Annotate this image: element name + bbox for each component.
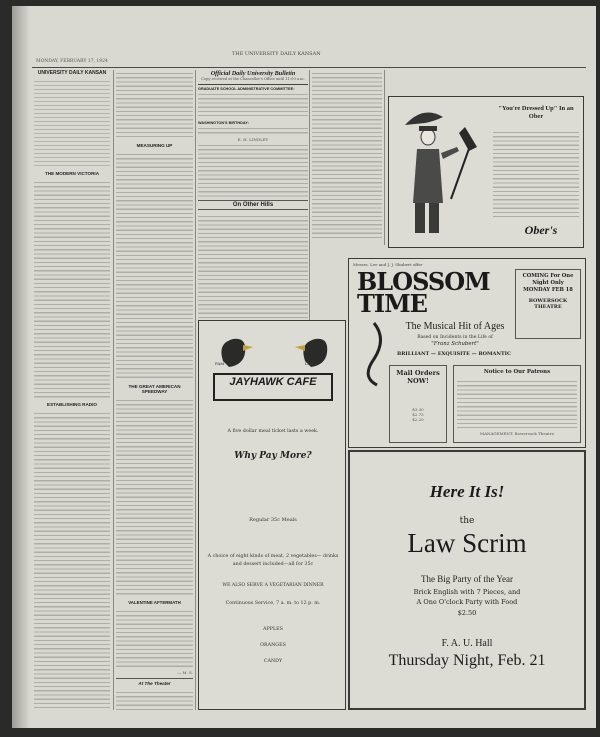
heading-washington: WASHINGTON'S BIRTHDAY: <box>198 121 249 125</box>
scrim-name: Law Scrim <box>407 528 527 558</box>
law-scrim-advertisement <box>348 450 586 710</box>
coming-text: COMING For One Night Only MONDAY FEB 18 <box>522 273 574 293</box>
column-divider <box>195 70 196 710</box>
regular-meals-line: Regular 35c Meals <box>249 517 297 523</box>
bird-label-right: LARRY <box>305 361 320 366</box>
editorial-column <box>34 70 110 710</box>
bulletin-column <box>198 70 308 320</box>
service-hours-line: Continuous Service, 7 a. m. to 12 p. m. <box>225 601 321 606</box>
meal-choice-line: A choice of eight kinds of meat, 2 vegetables— drinks and dessert included—all for 35c <box>207 554 339 567</box>
masthead-rule <box>32 67 586 68</box>
article-text <box>198 213 308 320</box>
heading-establishing-radio: ESTABLISHING RADIO <box>47 402 97 407</box>
article-text <box>116 70 193 140</box>
vegetarian-line: WE ALSO SERVE A VEGETARIAN DINNER <box>222 583 324 588</box>
blossom-ornament-icon <box>357 319 391 389</box>
column-divider <box>384 70 385 245</box>
article-text <box>34 179 110 399</box>
scrim-headline: Here It Is! <box>429 482 505 501</box>
blossom-subtitle: The Musical Hit of Ages <box>405 321 505 332</box>
item-oranges: ORANGES <box>260 643 286 648</box>
page-binding-shadow <box>12 6 30 728</box>
venue-text: BOWERSOCK THEATRE <box>528 298 568 310</box>
price-3: $2.20 <box>412 417 424 422</box>
jayhawk-cafe-name: JAYHAWK CAFE <box>213 373 333 401</box>
poem-text <box>116 608 193 668</box>
notice-management: MANAGEMENT, Bowersock Theatre <box>480 431 554 436</box>
article-text <box>116 151 193 381</box>
masthead-title: THE UNIVERSITY DAILY KANSAN <box>232 51 321 57</box>
bulletin-text <box>198 142 308 197</box>
bulletin-text <box>198 125 308 135</box>
jayhawk-birds-illustration <box>209 331 337 375</box>
item-candy: CANDY <box>263 659 283 664</box>
mail-orders-heading: Mail Orders NOW! <box>396 369 440 385</box>
coming-box <box>515 269 581 339</box>
blossom-composer: "Franz Schubert" <box>431 341 479 347</box>
heading-speedway: THE GREAT AMERICAN SPEEDWAY <box>128 384 181 394</box>
article-text <box>116 689 193 710</box>
scrim-the: the <box>459 516 475 526</box>
notice-text <box>457 378 577 428</box>
heading-graduate-committee: GRADUATE SCHOOL ADMINISTRATIVE COMMITTEE: <box>198 87 295 91</box>
column-divider <box>113 70 114 710</box>
obers-copy <box>493 129 579 219</box>
scrim-hall: F. A. U. Hall <box>441 638 493 649</box>
bulletin-text <box>198 91 308 119</box>
heading-modern-victoria: THE MODERN VICTORIA <box>44 171 100 176</box>
bulletin-signature: E. H. LINDLEY <box>237 137 269 142</box>
bird-label-left: PAM <box>215 361 225 366</box>
paper-name: UNIVERSITY DAILY KANSAN <box>37 70 107 76</box>
bulletin-rule <box>198 84 308 85</box>
obers-advertisement <box>388 96 584 248</box>
man-with-umbrella-illustration <box>395 103 485 241</box>
mail-orders-box <box>389 365 447 443</box>
blossom-time-advertisement <box>348 258 586 448</box>
blossom-adjectives: BRILLIANT — EXQUISITE — ROMANTIC <box>397 351 511 357</box>
heading-at-the-theater: At The Theater <box>116 678 193 686</box>
obers-headline: "You're Dressed Up" In an Ober <box>498 105 574 120</box>
notice-box <box>453 365 581 443</box>
article-text <box>116 397 193 597</box>
jayhawk-cafe-advertisement <box>198 320 346 710</box>
valentine-byline: — M. S. <box>177 670 193 675</box>
notice-heading: Notice to Our Patrons <box>483 369 551 375</box>
article-text <box>312 70 382 240</box>
scrim-detail-2: A One O'clock Party with Food <box>416 598 518 606</box>
price-1: $3.30 <box>412 407 424 412</box>
newspaper-page <box>12 6 596 728</box>
bulletin-title: Official Daily University Bulletin <box>210 70 296 77</box>
obers-logo: Ober's <box>524 223 558 237</box>
masthead-date: MONDAY, FEBRUARY 17, 1924 <box>36 59 108 64</box>
blossom-based: Based on Incidents in the Life of <box>417 335 493 340</box>
meal-ticket-line: A five dollar meal ticket lasts a week. <box>227 429 319 434</box>
item-apples: APPLES <box>263 627 283 632</box>
heading-other-hills: On Other Hills <box>198 200 308 210</box>
news-column <box>312 70 382 240</box>
scrim-detail-1: Brick English with 7 Pieces, and <box>413 588 521 596</box>
staff-listing <box>34 78 110 168</box>
article-text <box>34 410 110 710</box>
column-divider <box>309 70 310 320</box>
scrim-date: Thursday Night, Feb. 21 <box>388 652 546 669</box>
jayhawk-tagline: Why Pay More? <box>234 451 312 461</box>
editorial-column-2 <box>116 70 193 710</box>
bulletin-subtitle: Copy received at the Chancellor's Office until 11:00 a.m. <box>201 77 305 81</box>
price-2: $2.75 <box>412 412 424 417</box>
blossom-presenter: Messrs. Lee and J. J. Shubert offer <box>353 262 423 267</box>
heading-valentine: VALENTINE AFTERMATH <box>128 600 181 605</box>
scrim-price: $2.50 <box>457 609 477 617</box>
blossom-title: BLOSSOM TIME <box>357 267 490 318</box>
heading-measuring-up: MEASURING UP <box>136 143 173 148</box>
scrim-party: The Big Party of the Year <box>421 574 513 584</box>
